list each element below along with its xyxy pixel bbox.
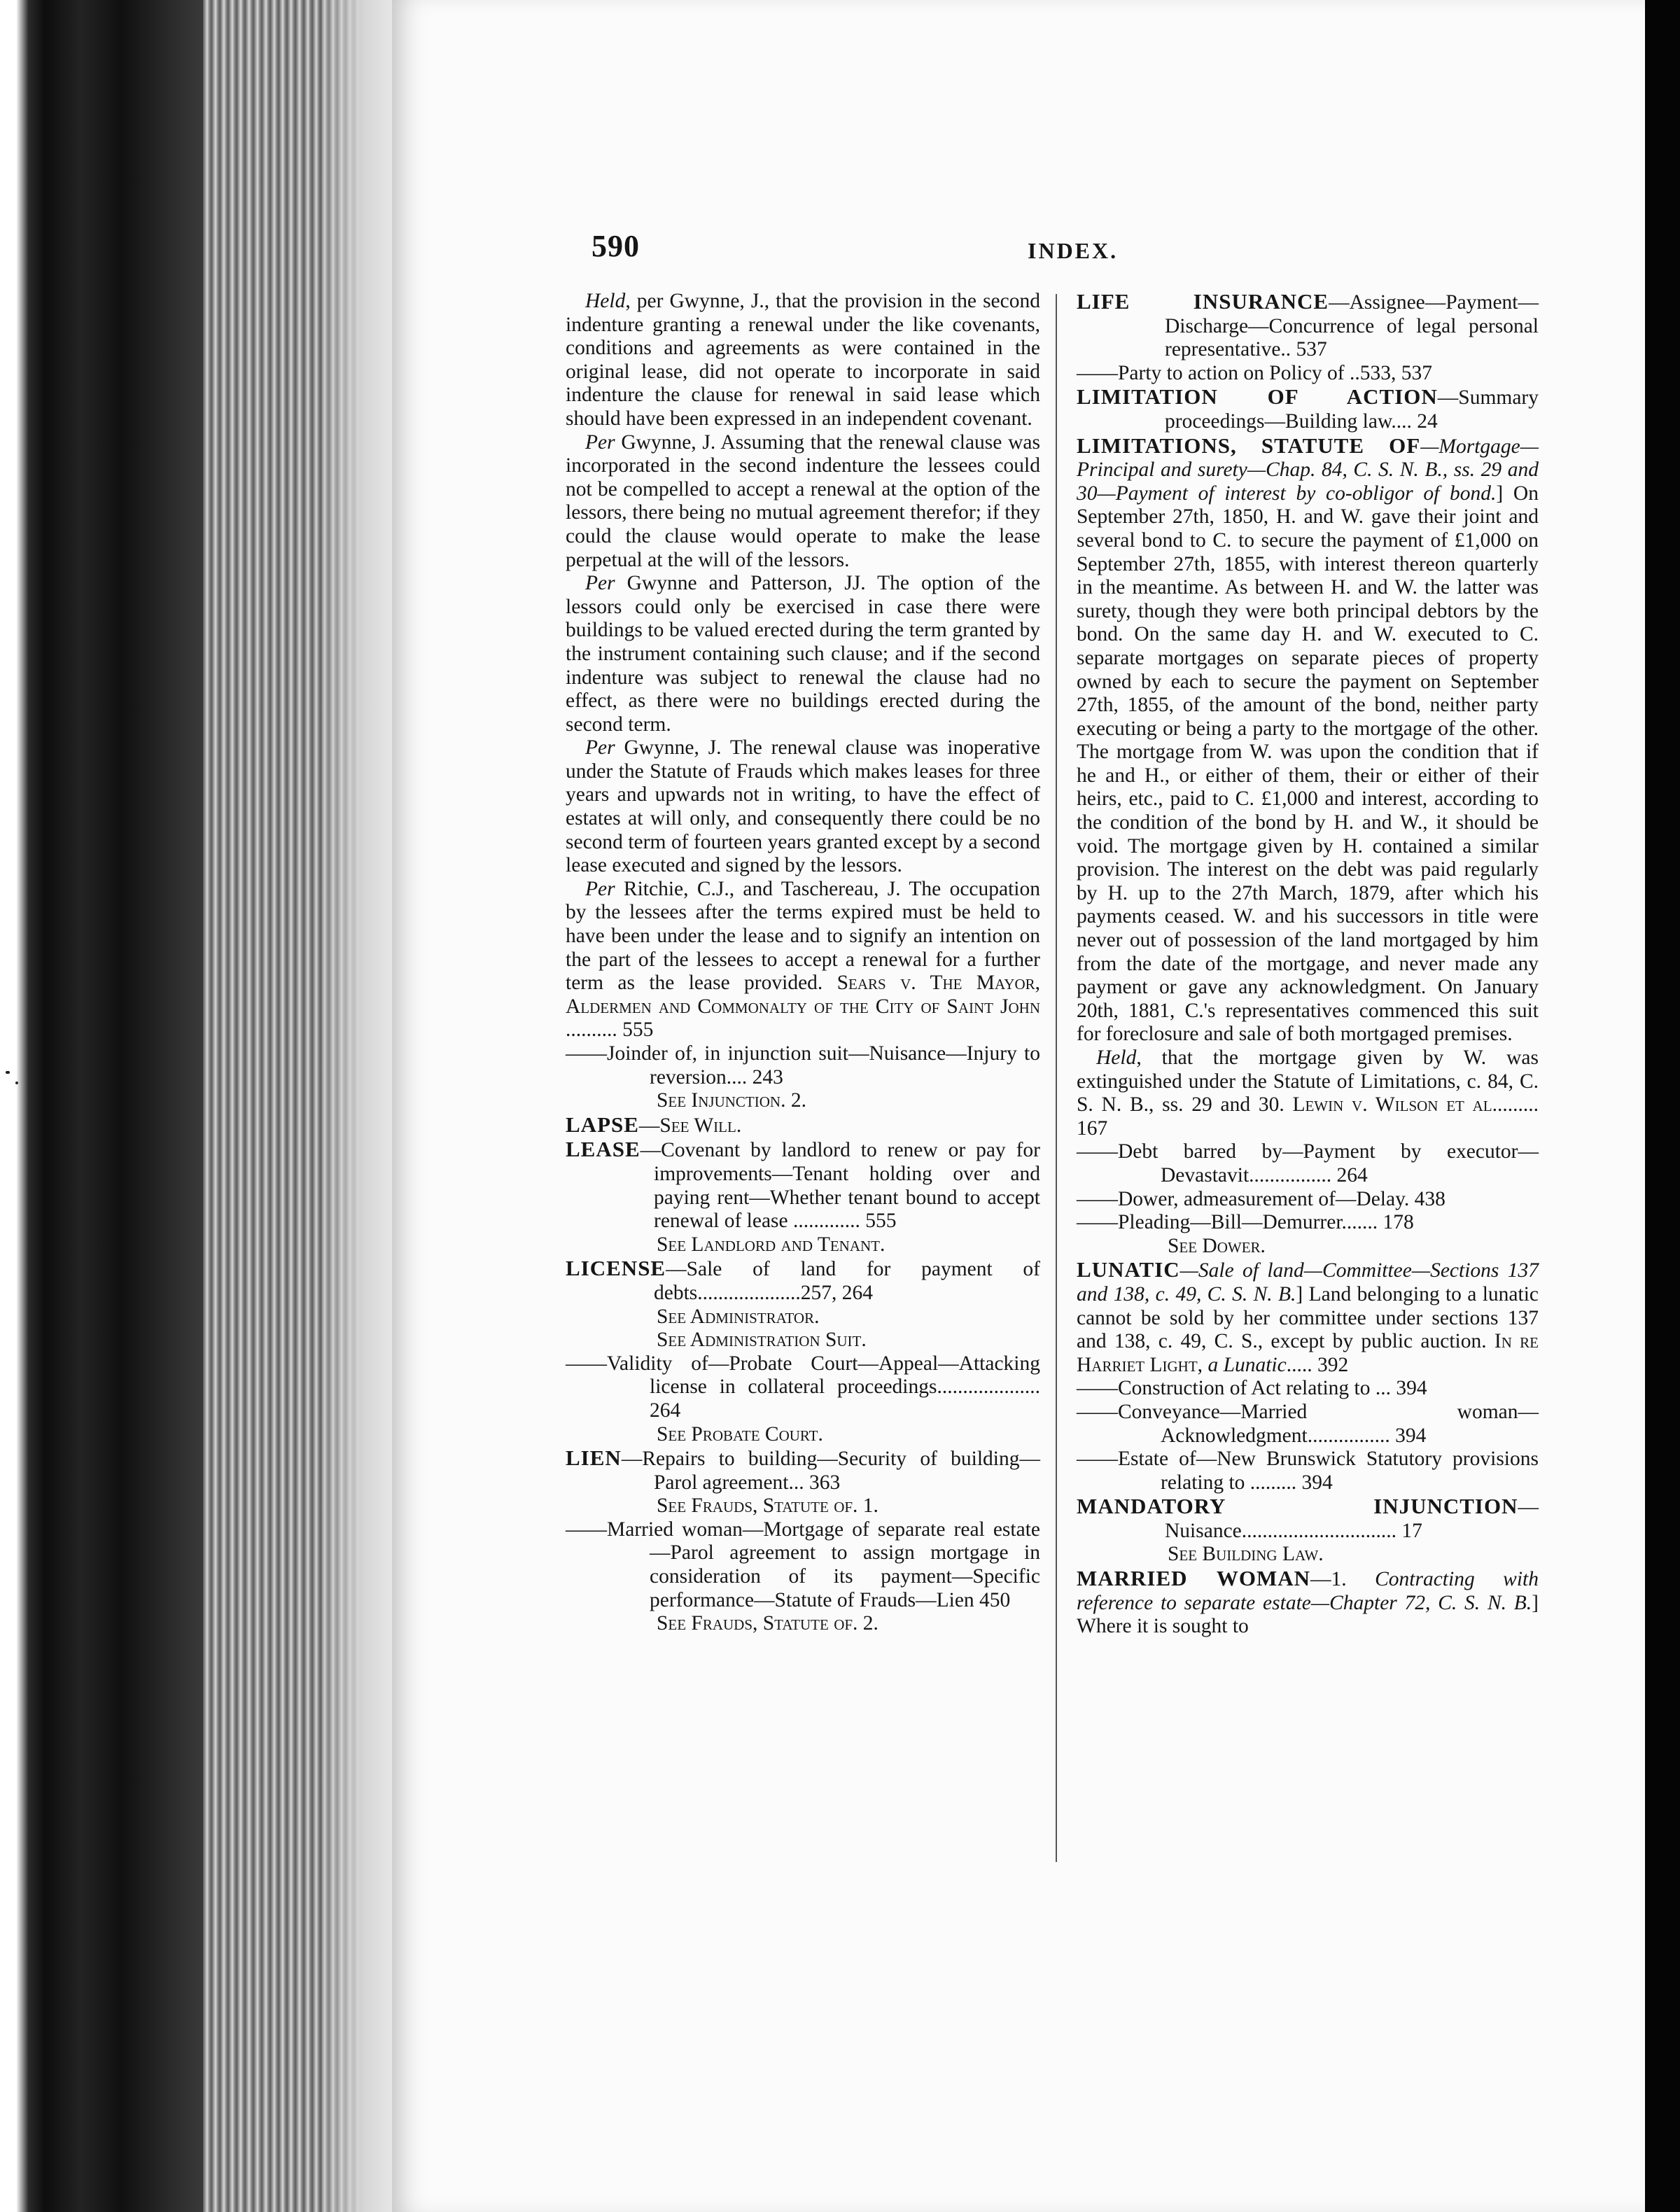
- case-citation: Sears v. The Mayor, Aldermen and Commonalty of the City of Saint John: [566, 972, 1040, 1018]
- conveyance-entry: ——Conveyance—Married woman—Acknowledgment................ 394: [1077, 1400, 1539, 1447]
- see-reference: See Landlord and Tenant.: [657, 1233, 886, 1256]
- lunatic-entry: LUNATIC—Sale of land—Committee—Sections 137 and 138, c. 49, C. S. N. B.] Land belonging to a lunatic cannot be sold by her committee under sections 137 and 138, c. 49, C. S., except by public auction. In re Harriet Light, a Lunatic..... 392: [1077, 1257, 1539, 1376]
- dust-speck: [15, 1082, 18, 1084]
- left-column: [566, 290, 1040, 1636]
- see-reference: See Building Law.: [1168, 1543, 1324, 1566]
- joinder-entry: ——Joinder of, in injunction suit—Nuisance—Injury to reversion.... 243: [566, 1042, 1040, 1088]
- party-to-action-entry: ——Party to action on Policy of ..533, 537: [1077, 361, 1433, 384]
- construction-entry: ——Construction of Act relating to ... 394: [1077, 1377, 1427, 1400]
- case-citation: In re Harriet Light,: [1077, 1330, 1539, 1376]
- see-reference: See Dower.: [1168, 1234, 1266, 1257]
- see-reference: See Frauds, Statute of. 2.: [657, 1612, 878, 1635]
- validity-entry: ——Validity of—Probate Court—Appeal—Attacking license in collateral proceedings.................... 264: [566, 1352, 1040, 1422]
- see-reference: See Frauds, Statute of. 1.: [657, 1494, 878, 1518]
- per-ritchie-paragraph: Per Ritchie, C.J., and Taschereau, J. The occupation by the lessees after the terms expired must be held to have been under the lease and to signify an intention on the part of the lessees to accept a renewal for a further term as the lease provided. Sears v. The Mayor, Aldermen and Commonalty of the City of Saint John .......... 555: [566, 877, 1040, 1042]
- life-insurance-entry: LIFE INSURANCE—Assignee—Payment—Discharge—Concurrence of legal personal representative.. 537: [1077, 289, 1539, 361]
- case-citation: Lewin v. Wilson et al: [1292, 1093, 1492, 1116]
- license-entry: LICENSE—Sale of land for payment of debts....................257, 264: [566, 1256, 1040, 1304]
- book-page-edges: [0, 0, 392, 2212]
- page-title: INDEX.: [1028, 238, 1119, 263]
- dust-speck: [6, 1071, 10, 1074]
- per-gwynne-patterson-paragraph: Per Gwynne and Patterson, JJ. The option of the lessors could only be exercised in case there were buildings to be valued erected during the term granted by the instrument containing such clause; and if the second indenture was subject to renewal the clause had no effect, as there were no buildings erected during the second term.: [566, 572, 1040, 736]
- page-number: 590: [592, 229, 640, 263]
- column-divider: [1056, 294, 1057, 1862]
- see-reference: See Administration Suit.: [657, 1329, 867, 1352]
- see-reference: See Probate Court.: [657, 1422, 823, 1446]
- right-column: [1077, 290, 1539, 1639]
- held-paragraph: Held, that the mortgage given by W. was extinguished under the Statute of Limitations, c. 84, C. S. N. B., ss. 29 and 30. Lewin v. Wilson et al......... 167: [1077, 1046, 1539, 1140]
- lease-entry: LEASE—Covenant by landlord to renew or pay for improvements—Tenant holding over and paying rent—Whether tenant bound to accept renewal of lease ............. 555: [566, 1137, 1040, 1233]
- scan-border-right: [1645, 0, 1680, 2212]
- held-paragraph: Held, per Gwynne, J., that the provision in the second indenture granting a renewal under the like covenants, conditions and agreements as were contained in the original lease, did not operate to incorporate in said indenture the clause for renewal in said lease which should have been expressed in an independent covenant.: [566, 290, 1040, 430]
- dower-entry: ——Dower, admeasurement of—Delay. 438: [1077, 1187, 1446, 1210]
- lapse-entry: LAPSE—See Will.: [566, 1112, 742, 1137]
- pleading-entry: ——Pleading—Bill—Demurrer....... 178: [1077, 1211, 1414, 1234]
- page-edge-fade: [322, 0, 392, 2212]
- limitations-statute-entry: LIMITATIONS, STATUTE OF—Mortgage—Principal and surety—Chap. 84, C. S. N. B., ss. 29 and 30—Payment of interest by co-obligor of bond.] On September 27th, 1850, H. and W. gave their joint and several bond to C. to secure the payment of £1,000 on September 27th, 1855, with interest thereon quarterly in the meantime. As between H. and W. the latter was surety, though they were both principal debtors by the bond. On the same day H. and W. executed to C. separate mortgages on separate pieces of property owned by each to secure the payment on September 27th, 1855, of the amount of the bond, neither party executing or being a party to the mortgage of the other. The mortgage from W. was upon the condition that if he and H., or either of them, their or either of their heirs, etc., paid to C. £1,000 and interest, according to the condition of the bond by H. and W., it should be void. The mortgage given by H. contained a similar provision. The interest on the debt was paid regularly by H. up to the 27th March, 1879, after which his payments ceased. W. and his successors in title were never out of possession of the land mortgaged by him from the date of the mortgage, and never made any payment or gave any acknowledgment. On January 20th, 1881, C.'s representatives commenced this suit for foreclosure and sale of both mortgaged premises.: [1077, 433, 1539, 1046]
- married-woman-entry: MARRIED WOMAN—1. Contracting with reference to separate estate—Chapter 72, C. S. N. B.] Where it is sought to: [1077, 1566, 1539, 1638]
- limitation-of-action-entry: LIMITATION OF ACTION—Summary proceedings—Building law.... 24: [1077, 384, 1539, 433]
- per-gwynne-paragraph: Per Gwynne, J. Assuming that the renewal clause was incorporated in the second indenture the lessees could not be compelled to accept a renewal at the option of the lessors, there being no mutual agreement therefor; if they could the clause would operate to make the lease perpetual at the will of the lessors.: [566, 430, 1040, 571]
- estate-entry: ——Estate of—New Brunswick Statutory provisions relating to ......... 394: [1077, 1448, 1539, 1494]
- see-reference: See Administrator.: [657, 1305, 820, 1328]
- married-woman-lien-entry: ——Married woman—Mortgage of separate real estate—Parol agreement to assign mortgage in consideration of its payment—Specific performance—Statute of Frauds—Lien 450: [566, 1518, 1040, 1611]
- mandatory-injunction-entry: MANDATORY INJUNCTION—Nuisance.............................. 17: [1077, 1494, 1539, 1542]
- book-spine-shadow: [0, 0, 203, 2212]
- see-reference: See Injunction. 2.: [657, 1089, 806, 1112]
- lien-entry: LIEN—Repairs to building—Security of building—Parol agreement... 363: [566, 1446, 1040, 1494]
- per-gwynne-frauds-paragraph: Per Gwynne, J. The renewal clause was inoperative under the Statute of Frauds which makes leases for three years and upwards not in writing, to have the effect of estates at will only, and consequently there could be no second term of fourteen years granted except by a second lease executed and signed by the lessors.: [566, 736, 1040, 877]
- debt-barred-entry: ——Debt barred by—Payment by executor—Devastavit................ 264: [1077, 1140, 1539, 1186]
